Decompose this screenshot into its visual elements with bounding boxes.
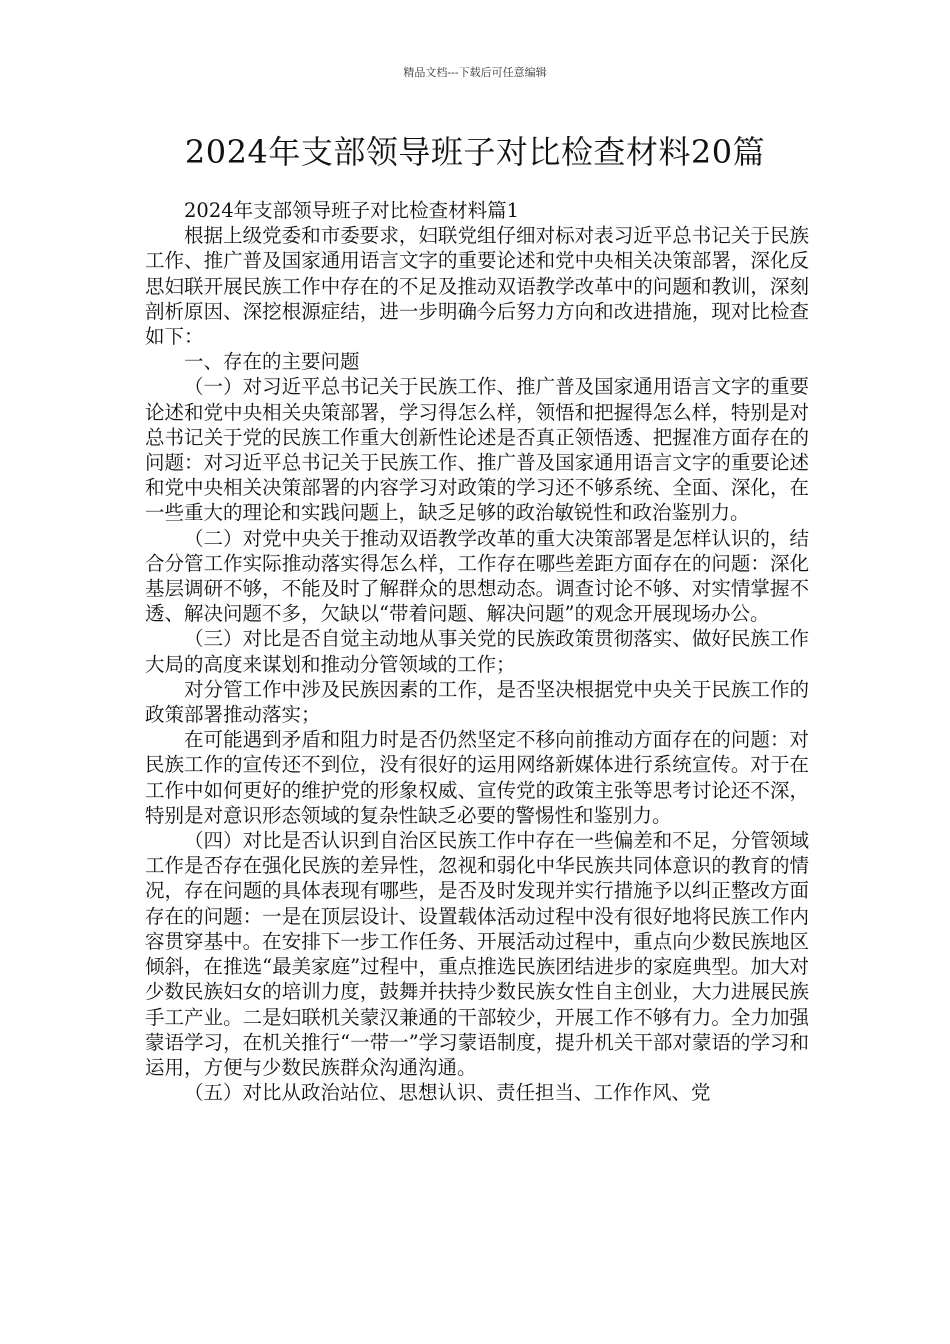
paragraph-item-5: （五）对比从政治站位、思想认识、责任担当、工作作风、党: [184, 1081, 711, 1105]
document-body: [145, 198, 809, 1105]
paragraph-item-2: （二）对党中央关于推动双语教学改革的重大决策部署是怎样认识的，结合分管工作实际推动落实得怎么样，工作存在哪些差距方面存在的问题：深化基层调研不够，不能及时了解群众的思想动态。调查讨论不够、对实情掌握不透、解决问题不多，欠缺以“带着问题、解决问题”的观念开展现场办公。: [145, 526, 809, 626]
paragraph-item-1: （一）对习近平总书记关于民族工作、推广普及国家通用语言文字的重要论述和党中央相关央策部署，学习得怎么样，领悟和把握得怎么样，特别是对总书记关于党的民族工作重大创新性论述是否真正领悟透、把握准方面存在的问题：对习近平总书记关于民族工作、推广普及国家通用语言文字的重要论述和党中央相关决策部署的内容学习对政策的学习还不够系统、全面、深化，在一些重大的理论和实践问题上，缺乏足够的政治敏锐性和政治鉴别力。: [145, 375, 809, 525]
intro-paragraph: 根据上级党委和市委要求，妇联党组仔细对标对表习近平总书记关于民族工作、推广普及国家通用语言文字的重要论述和党中央相关决策部署，深化反思妇联开展民族工作中存在的不足及推动双语教学改革中的问题和教训，深刻剖析原因、深挖根源症结，进一步明确今后努力方向和改进措施，现对比检查如下：: [145, 224, 809, 349]
paragraph-item-3-sub-a: 对分管工作中涉及民族因素的工作，是否坚决根据党中央关于民族工作的政策部署推动落实；: [145, 677, 809, 727]
document-title: 2024年支部领导班子对比检查材料20篇: [184, 133, 766, 171]
paragraph-item-3-sub-b: 在可能遇到矛盾和阻力时是否仍然坚定不移向前推动方面存在的问题：对民族工作的宣传还不到位，没有很好的运用网络新媒体进行系统宣传。对于在工作中如何更好的维护党的形象权威、宣传党的政策主张等思考讨论还不深，特别是对意识形态领域的复杂性缺乏必要的警惕性和鉴别力。: [145, 728, 809, 827]
problems-heading: 一、存在的主要问题: [184, 350, 360, 374]
paragraph-item-4: （四）对比是否认识到自治区民族工作中存在一些偏差和不足，分管领域工作是否存在强化民族的差异性，忽视和弱化中华民族共同体意识的教育的情况，存在问题的具体表现有哪些，是否及时发现并实行措施予以纠正整改方面存在的问题：一是在顶层设计、设置载体活动过程中没有很好地将民族工作内容贯穿基中。在安排下一步工作任务、开展活动过程中，重点向少数民族地区倾斜，在推选“最美家庭”过程中，重点推选民族团结进步的家庭典型。加大对少数民族妇女的培训力度，鼓舞并扶持少数民族女性自主创业，大力进展民族手工产业。二是妇联机关蒙汉兼通的干部较少，开展工作不够有力。全力加强蒙语学习，在机关推行“一带一”学习蒙语制度，提升机关干部对蒙语的学习和运用，方便与少数民族群众沟通沟通。: [145, 829, 809, 1079]
section-heading: 2024年支部领导班子对比检查材料篇1: [184, 199, 520, 222]
page-header: 精品文档---下载后可任意编辑: [403, 66, 547, 79]
paragraph-item-3: （三）对比是否自觉主动地从事关党的民族政策贯彻落实、做好民族工作大局的高度来谋划和推动分管领域的工作；: [145, 627, 809, 676]
